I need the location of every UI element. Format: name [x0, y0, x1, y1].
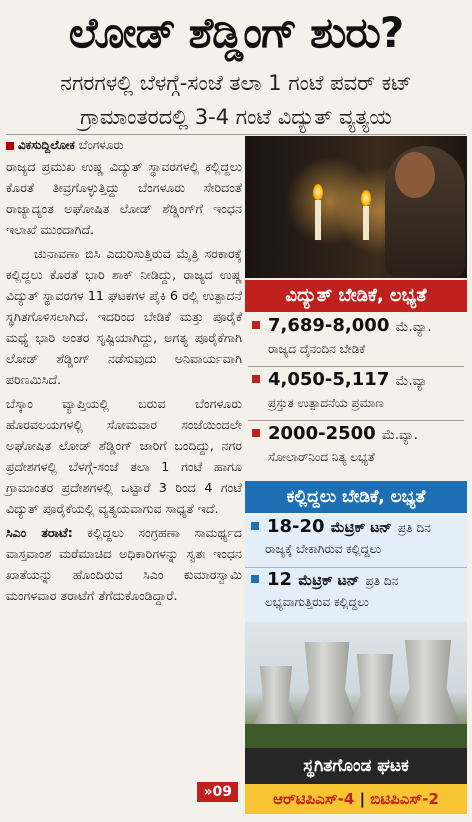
coal-need-stat: [245, 515, 467, 568]
solar-value: 2000-2500: [268, 423, 376, 444]
cooling-towers-photo: [245, 622, 467, 748]
coal-need-value: 18-20: [267, 516, 325, 537]
demand-unit: ಮೆ.ವ್ಯಾ.: [395, 320, 432, 335]
cm-text: ಕಲ್ಲಿದ್ದಲು ಸಂಗ್ರಹಣಾ ಸಾಮರ್ಥ್ಯದ ವಾಸ್ತವಾಂಶ ಮರೆಮಾಚಿದ ಅಧಿಕಾರಿಗಳನ್ನು ಸ್ವತಃ ಇಂಧನ ಖಾತೆಯನ್ನು ಹೊಂದಿರುವ ಸಿಎಂ ಕುಮಾರಸ್ವಾಮಿ ಮಂಗಳವಾರ ತರಾಟೆಗೆ ತೆಗೆದುಕೊಂಡಿದ್ದಾರೆ.: [6, 525, 242, 603]
byline-paper: ವಿಕಸುದ್ದಿಲೋಕ: [18, 138, 75, 152]
headline: ಲೋಡ್ ಶೆಡ್ಡಿಂಗ್ ಶುರು?: [68, 8, 404, 57]
bullet-icon: [252, 321, 260, 329]
coal-demand-title: ಕಲ್ಲಿದ್ದಲು ಬೇಡಿಕೆ, ಲಭ್ಯತೆ: [245, 481, 467, 513]
article-paragraph-4: [6, 522, 242, 606]
divider: [6, 134, 466, 135]
coal-available-unit: ಮೆಟ್ರಿಕ್ ಟನ್: [298, 573, 360, 589]
article-column: [6, 136, 242, 816]
coal-available-stat: [245, 568, 467, 623]
demand-desc: ರಾಜ್ಯದ ದೈನಂದಿನ ಬೇಡಿಕೆ: [268, 342, 366, 356]
demand-stat: [248, 314, 464, 367]
separator: |: [359, 790, 366, 808]
coal-available-tail: ಪ್ರತಿ ದಿನ: [365, 574, 399, 588]
bullet-icon: [252, 429, 260, 437]
subheadline-rural: ಗ್ರಾಮಾಂತರದಲ್ಲಿ 3-4 ಗಂಟೆ ವಿದ್ಯುತ್ ವ್ಯತ್ಯಯ: [80, 105, 392, 129]
article-paragraph-2: ಚುನಾವಣಾ ಬಿಸಿ ಎದುರಿಸುತ್ತಿರುವ ಮೈತ್ರಿ ಸರಕಾರಕ್ಕೆ ಕಲ್ಲಿದ್ದಲು ಕೊರತೆ ಭಾರಿ ಶಾಕ್ ನೀಡಿದ್ದು, ರಾಜ್ಯದ ಉಷ್ಣ ವಿದ್ಯುತ್ ಸ್ಥಾವರಗಳ 11 ಘಟಕಗಳ ಪೈಕಿ 6 ರಲ್ಲಿ ಉತ್ಪಾದನೆ ಸ್ಥಗಿತಗೊಳಿಸಲಾಗಿದೆ. ಇದರಿಂದ ಬೇಡಿಕೆ ಮತ್ತು ಪೂರೈಕೆ ಮಧ್ಯೆ ಭಾರಿ ಅಂತರ ಸೃಷ್ಟಿಯಾಗಿದ್ದು, ಅಗತ್ಯ ಪೂರೈಕೆಗಾಗಿ ಲೋಡ್ ಶೆಡ್ಡಿಂಗ್ ನಡೆಸುವುದು ಅನಿವಾರ್ಯವಾಗಿ ಪರಿಣಮಿಸಿದೆ.: [6, 246, 242, 387]
btps-count: ಬಿಟಿಪಿಎಸ್-2: [370, 790, 439, 808]
production-desc: ಪ್ರಸ್ತುತ ಉತ್ಪಾದನೆಯ ಪ್ರಮಾಣ: [268, 396, 384, 410]
halted-units-title: ಸ್ಥಗಿತಗೊಂಡ ಘಟಕ: [245, 748, 467, 784]
coal-available-desc: ಲಭ್ಯವಾಗುತ್ತಿರುವ ಕಲ್ಲಿದ್ದಲು: [265, 595, 369, 609]
demand-value: 7,689-8,000: [268, 315, 390, 336]
candlelight-photo: [245, 136, 467, 278]
rtps-count: ಆರ್‌ಟಿಪಿಎಸ್-4: [273, 790, 355, 808]
byline: [6, 136, 242, 154]
production-unit: ಮೆ.ವ್ಯಾ: [395, 374, 428, 389]
byline-marker: [6, 142, 14, 150]
bullet-icon: [252, 375, 260, 383]
halted-units: [245, 784, 467, 814]
solar-unit: ಮೆ.ವ್ಯಾ.: [381, 428, 418, 443]
subheadline-city: ನಗರಗಳಲ್ಲಿ ಬೆಳಗ್ಗೆ-ಸಂಜೆ ತಲಾ 1 ಗಂಟೆ ಪವರ್ ಕಟ್: [60, 71, 412, 95]
coal-available-value: 12: [267, 569, 293, 590]
solar-desc: ಸೋಲಾರ್‌ನಿಂದ ನಿತ್ಯ ಲಭ್ಯತೆ: [268, 450, 375, 464]
continued-page-link[interactable]: »09: [197, 782, 238, 802]
byline-city: ಬೆಂಗಳೂರು: [78, 138, 124, 152]
power-demand-title: ವಿದ್ಯುತ್ ಬೇಡಿಕೆ, ಲಭ್ಯತೆ: [245, 280, 467, 312]
coal-need-desc: ರಾಜ್ಯಕ್ಕೆ ಬೇಕಾಗಿರುವ ಕಲ್ಲಿದ್ದಲು: [265, 542, 382, 556]
cm-subhead: ಸಿಎಂ ತರಾಟೆ:: [6, 525, 73, 540]
article-paragraph-1: ರಾಜ್ಯದ ಪ್ರಮುಖ ಉಷ್ಣ ವಿದ್ಯುತ್ ಸ್ಥಾವರಗಳಲ್ಲಿ ಕಲ್ಲಿದ್ದಲು ಕೊರತೆ ತೀವ್ರಗೊಳ್ಳುತ್ತಿದ್ದು ಬೆಂಗಳೂರು ಸೇರಿದಂತೆ ರಾಜ್ಯಾದ್ಯಂತ ಅಘೋಷಿತ ಲೋಡ್ ಶೆಡ್ಡಿಂಗ್‌ಗೆ ಇಂಧನ ಇಲಾಖೆ ಮುಂದಾಗಿದೆ.: [6, 159, 242, 237]
bullet-icon: [251, 575, 259, 583]
solar-stat: [248, 422, 464, 476]
production-value: 4,050-5,117: [268, 369, 390, 390]
production-stat: [248, 368, 464, 421]
coal-need-unit: ಮೆಟ್ರಿಕ್ ಟನ್: [330, 520, 392, 536]
article-paragraph-3: ಬೆಸ್ಕಾಂ ವ್ಯಾಪ್ತಿಯಲ್ಲಿ ಬರುವ ಬೆಂಗಳೂರು ಹೊರವಲಯಗಳಲ್ಲಿ ಸೋಮವಾರ ಸಂಜೆಯಿಂದಲೇ ಅಘೋಷಿತ ಲೋಡ್ ಶೆಡ್ಡಿಂಗ್ ಜಾರಿಗೆ ಬಂದಿದ್ದು, ನಗರ ಪ್ರದೇಶಗಳಲ್ಲಿ ಬೆಳಗ್ಗೆ-ಸಂಜೆ ತಲಾ 1 ಗಂಟೆ ಹಾಗೂ ಗ್ರಾಮಾಂತರ ಪ್ರದೇಶಗಳಲ್ಲಿ ಒಟ್ಟಾರೆ 3 ರಿಂದ 4 ಗಂಟೆ ವಿದ್ಯುತ್ ಪೂರೈಕೆಯಲ್ಲಿ ವ್ಯತ್ಯಯವಾಗುವ ಸಾಧ್ಯತೆ ಇದೆ.: [6, 396, 242, 516]
bullet-icon: [251, 522, 259, 530]
coal-need-tail: ಪ್ರತಿ ದಿನ: [397, 521, 431, 535]
